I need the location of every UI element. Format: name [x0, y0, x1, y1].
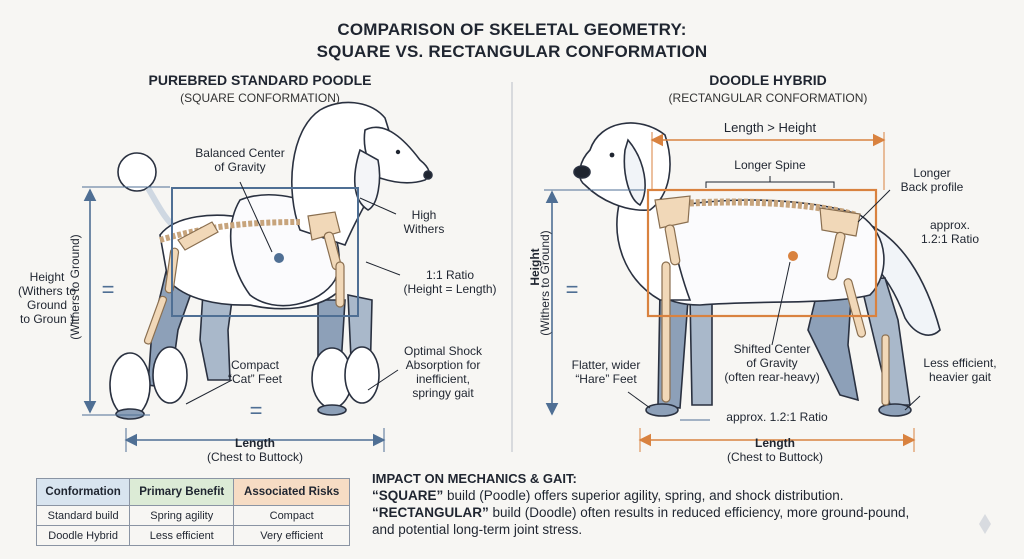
table-cell: Doodle Hybrid: [37, 526, 130, 546]
doodle-length-label: Length: [755, 436, 795, 450]
poodle-heading: PUREBRED STANDARD POODLE: [148, 72, 372, 88]
doodle-ratio-label: approx. 1.2:1 Ratio: [920, 218, 980, 246]
table-header-cell: Primary Benefit: [130, 479, 234, 506]
poodle-length-sub: (Chest to Buttock): [206, 450, 304, 464]
poodle-ratio-label: 1:1 Ratio (Height = Length): [403, 268, 497, 296]
poodle-tail-pompom: [118, 153, 156, 191]
doodle-subheading: (RECTANGULAR CONFORMATION): [668, 91, 868, 105]
table-cell: Compact: [234, 506, 350, 526]
doodle-nose: [574, 166, 590, 178]
comparison-table: [36, 478, 350, 546]
poodle-shock-label: Optimal Shock Absorption for inefficient, springy gait: [403, 344, 483, 400]
doodle-length-gt-height: Length > Height: [723, 120, 817, 135]
doodle-feet-label: Flatter, wider “Hare” Feet: [571, 358, 641, 386]
table-cell: Spring agility: [130, 506, 234, 526]
table-header-cell: Conformation: [37, 479, 130, 506]
table-cell: Standard build: [37, 506, 130, 526]
doodle-height-vertical-2: (Withers to Ground): [538, 230, 552, 336]
impact-line-2: “RECTANGULAR” build (Doodle) often results in reduced efficiency, more ground-pound,: [372, 505, 910, 520]
table-cell: Very efficient: [234, 526, 350, 546]
impact-line-1: “SQUARE” build (Poodle) offers superior agility, spring, and shock distribution.: [372, 488, 844, 503]
table-cell: Less efficient: [130, 526, 234, 546]
title-line-2: SQUARE VS. RECTANGULAR CONFORMATION: [316, 42, 708, 61]
doodle-heading: DOODLE HYBRID: [709, 72, 827, 88]
doodle-back-profile: Longer Back profile: [900, 166, 964, 194]
poodle-length-equals: =: [249, 398, 263, 423]
poodle-length-label: Length: [235, 436, 275, 450]
doodle-scapula: [655, 196, 690, 228]
poodle-center-of-gravity-dot: [274, 253, 284, 263]
impact-line-3: and potential long-term joint stress.: [372, 522, 583, 537]
title-line-1: COMPARISON OF SKELETAL GEOMETRY:: [337, 20, 687, 39]
doodle-center-gravity-label: Shifted Center of Gravity (often rear-heavy): [724, 342, 820, 384]
poodle-withers-label: High Withers: [403, 208, 445, 236]
doodle-length-sub: (Chest to Buttock): [726, 450, 824, 464]
doodle-longer-spine: Longer Spine: [734, 158, 806, 172]
table-header-row: [37, 479, 350, 506]
poodle-height-label: Height (Withers to Ground to Groun ): [17, 270, 76, 326]
impact-title: IMPACT ON MECHANICS & GAIT:: [372, 471, 577, 486]
poodle-height-vertical-label: (Withers to Ground): [68, 234, 82, 340]
table-header-cell: Associated Risks: [234, 479, 350, 506]
poodle-nose: [424, 171, 432, 179]
doodle-height-vertical-1: Height: [528, 248, 542, 286]
doodle-height-equals: =: [565, 277, 579, 302]
poodle-rear-pompom: [110, 353, 150, 417]
table-row: [37, 506, 350, 526]
poodle-height-equals: =: [101, 277, 115, 302]
impact-section: [372, 470, 1012, 538]
poodle-feet-label: Compact “Cat” Feet: [227, 358, 282, 386]
doodle-bottom-ratio: approx. 1.2:1 Ratio: [726, 410, 828, 424]
poodle-subheading: (SQUARE CONFORMATION): [180, 91, 340, 105]
doodle-spine-bracket: [706, 182, 834, 188]
poodle-center-gravity-label: Balanced Center of Gravity: [195, 146, 285, 174]
doodle-gait-label: Less efficient, heavier gait: [923, 356, 997, 384]
table-row: [37, 526, 350, 546]
doodle-center-of-gravity-dot: [788, 251, 798, 261]
